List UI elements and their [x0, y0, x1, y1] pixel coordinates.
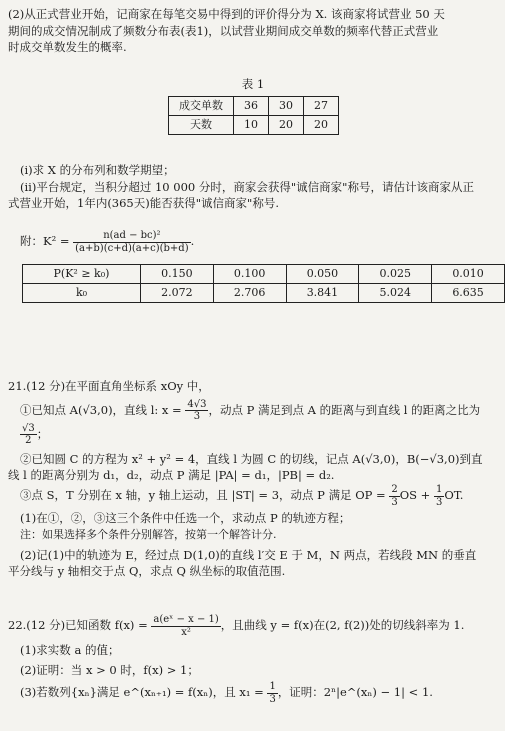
q22-head-text: 22.(12 分)已知函数 f(x) =: [8, 618, 148, 632]
q21-condition-2-line: ②已知圆 C 的方程为 x² + y² = 4，直线 l 为圆 C 的切线，记点 A(√3,0)，B(−√3,0)到直: [20, 451, 483, 466]
table-row: [23, 284, 505, 303]
q22-part1: (1)求实数 a 的值；: [20, 643, 120, 657]
q21-note: 注：如果选择多个条件分别解答，按第一个解答计分.: [20, 527, 277, 541]
q21-part1: (1)在①，②，③这三个条件中任选一个，求动点 P 的轨迹方程；: [20, 511, 351, 526]
fraction-numerator: 1: [269, 681, 276, 693]
q20-sub2-line: 式营业开始，1年内(365天)能否获得"诚信商家"称号.: [8, 196, 279, 211]
table-cell: 27: [304, 97, 339, 116]
q20-part2: [8, 6, 498, 56]
table-cell: 36: [234, 97, 269, 116]
table-cell: 0.010: [432, 265, 505, 284]
q22-p3-text: ，证明：2ⁿ|e^(xₙ) − 1| < 1.: [277, 685, 433, 700]
fraction-numerator: 4√3: [187, 398, 207, 410]
table-cell: 2.706: [213, 284, 286, 303]
table-cell: 0.050: [286, 265, 359, 284]
q20-sub1: (ⅰ)求 X 的分布列和数学期望；: [20, 163, 175, 177]
fraction-denominator: 3: [391, 496, 398, 508]
q21-condition-2-line: 线 l 的距离分别为 d₁，d₂，动点 P 满足 |PA| = d₁，|PB| = d₂.: [8, 468, 335, 483]
table-cell: k₀: [23, 284, 141, 303]
fraction-denominator: 2: [25, 435, 32, 447]
q21-part2-line: 平分线与 y 轴相交于点 Q，求点 Q 纵坐标的取值范围.: [8, 564, 286, 579]
q21-c1-end: ；: [36, 426, 49, 441]
fraction-denominator: (a+b)(c+d)(a+c)(b+d): [75, 242, 189, 254]
table1-title: 表 1: [241, 77, 265, 91]
q20-part2-line: (2)从正式营业开始，记商家在每笔交易中得到的评价得分为 X. 该商家将试营业 50 天: [8, 7, 445, 21]
table-cell: 2.072: [140, 284, 213, 303]
appendix-fraction: [73, 230, 190, 254]
fraction-numerator: 1: [435, 484, 443, 496]
fraction-numerator: 2: [391, 484, 398, 496]
q21-condition-1: [8, 399, 498, 447]
q20-subquestions: [8, 162, 498, 212]
q21-part2-line: (2)记(1)中的轨迹为 E，经过点 D(1,0)的直线 l′交 E 于 M，N 两点，若线段 MN 的垂直: [20, 547, 477, 562]
fraction-denominator: 3: [193, 411, 201, 423]
table-row: [169, 116, 339, 135]
table-cell: 10: [234, 116, 269, 135]
table-cell: 0.100: [213, 265, 286, 284]
q21-head: 21.(12 分)在平面直角坐标系 xOy 中，: [8, 379, 210, 393]
table2: [22, 264, 505, 303]
table-row: [23, 265, 505, 284]
fraction-denominator: 3: [435, 496, 443, 508]
appendix-formula: 附：K² = $\frac{\text{n(ad − bc)²}}{(a+b)(c+d)(a+c)(b+d)}$ .: [8, 230, 498, 254]
q21-condition-3: [8, 484, 498, 508]
table1: [168, 96, 339, 135]
question-21: [8, 378, 498, 580]
table-cell: 20: [304, 116, 339, 135]
fraction-numerator: a(eˣ − x − 1): [153, 614, 219, 625]
table-cell: 30: [269, 97, 304, 116]
q20-sub2-line: (ⅱ)平台规定，当积分超过 10 000 分时，商家会获得"诚信商家"称号，请估计该商家从正: [20, 179, 474, 194]
fraction-numerator: n(ad − bc)²: [73, 230, 190, 243]
fraction-denominator: x²: [181, 626, 191, 638]
fraction-denominator: 3: [269, 693, 276, 705]
q22-part3: [8, 681, 498, 705]
q22-part2: (2)证明：当 x > 0 时，f(x) > 1；: [20, 662, 199, 677]
table-cell: 5.024: [359, 284, 432, 303]
q20-part2-line: 时成交单数发生的概率.: [8, 40, 127, 55]
q21-c3-text: ③点 S，T 分别在 x 轴，y 轴上运动，且 |ST| = 3，动点 P 满足 OP =: [20, 488, 386, 503]
q22-p3-text: (3)若数列{xₙ}满足 e^(xₙ₊₁) = f(xₙ)，且 x₁ =: [20, 685, 264, 700]
appendix-prefix: 附：K² =: [20, 234, 70, 248]
q21-c3-text: OT.: [444, 488, 464, 503]
question-22: [8, 614, 498, 705]
q22-head: [8, 614, 498, 638]
table-row: [169, 97, 339, 116]
table-cell: 3.841: [286, 284, 359, 303]
q22-head-text: ，且曲线 y = f(x)在(2, f(2))处的切线斜率为 1.: [220, 618, 465, 632]
fraction-numerator: √3: [22, 422, 35, 434]
q21-c1-text: ①已知点 A(√3,0)，直线 l: x =: [20, 402, 182, 417]
table-cell: 0.150: [140, 265, 213, 284]
q20-part2-line: 期间的成交情况制成了频数分布表(表1)，以试营业期间成交单数的频率代替正式营业: [8, 23, 439, 38]
table-cell: 6.635: [432, 284, 505, 303]
q21-c3-text: OS +: [399, 488, 431, 503]
table-cell: 0.025: [359, 265, 432, 284]
table-cell: 天数: [169, 116, 234, 135]
q21-c1-text: ，动点 P 满足到点 A 的距离与到直线 l 的距离之比为: [208, 402, 481, 417]
table-cell: 20: [269, 116, 304, 135]
table-cell: 成交单数: [169, 97, 234, 116]
table-cell: P(K² ≥ k₀): [23, 265, 141, 284]
